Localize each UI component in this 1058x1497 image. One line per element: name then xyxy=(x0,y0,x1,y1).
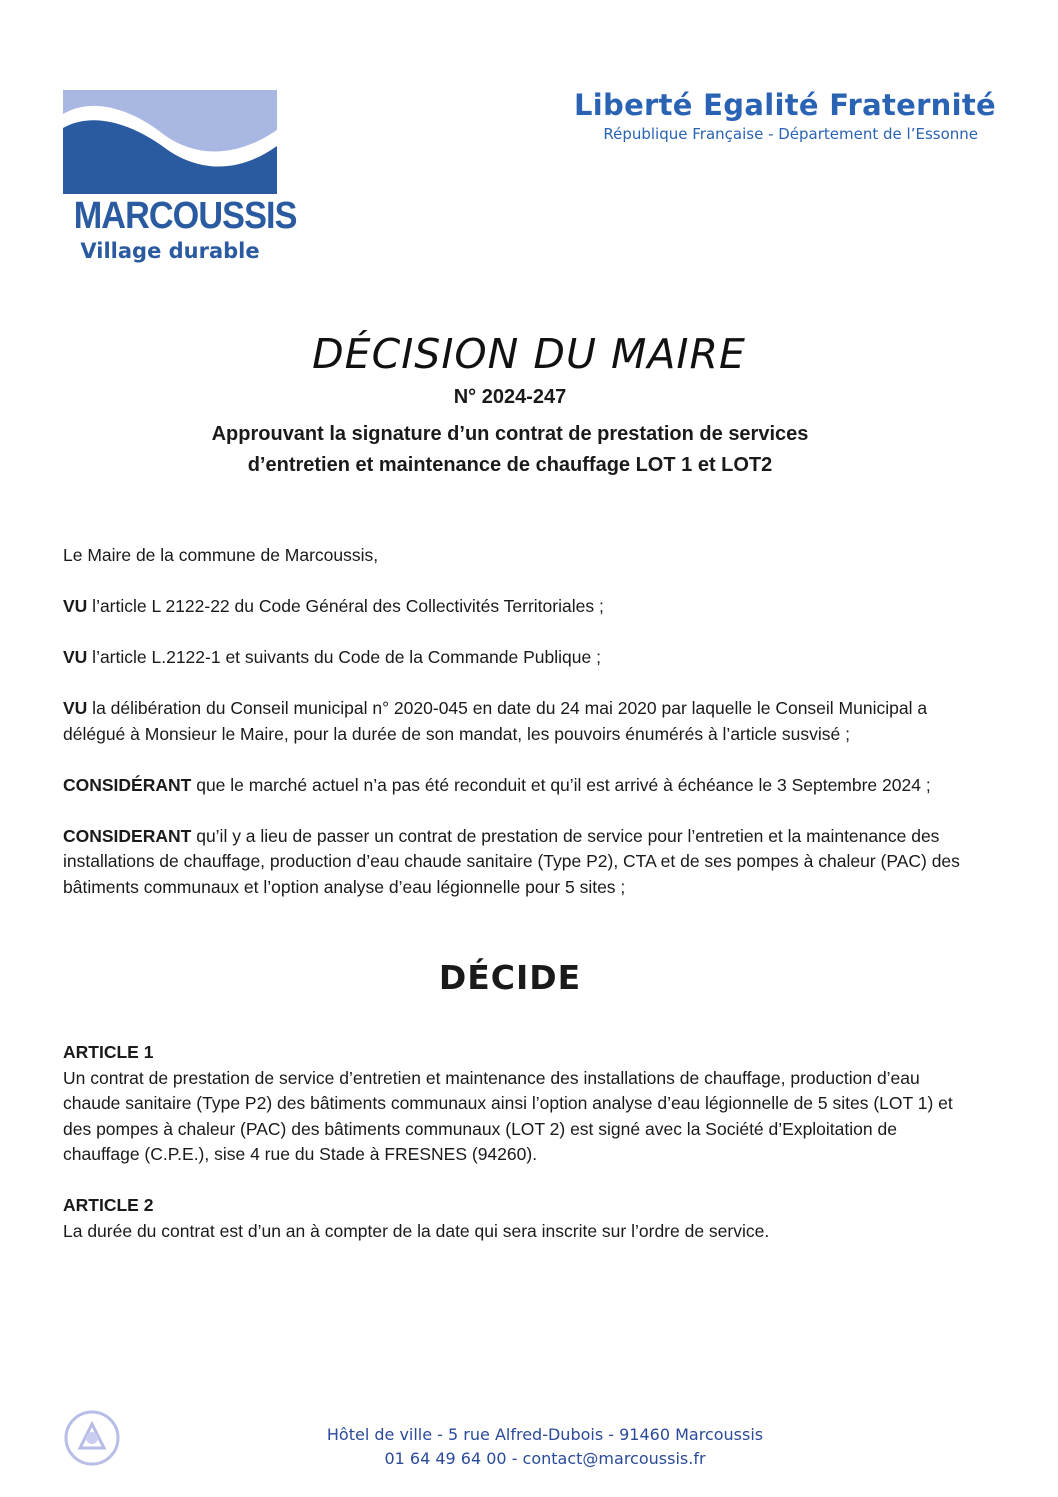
article-2-heading: ARTICLE 2 xyxy=(63,1195,154,1215)
clause-vu-ccp xyxy=(63,645,963,671)
republic-department: République Française - Département de l’Essonne xyxy=(603,125,978,143)
recycled-paper-badge-icon xyxy=(62,1408,122,1468)
clause-text: l’article L 2122-22 du Code Général des Collectivités Territoriales ; xyxy=(87,596,604,616)
clause-lead: VU xyxy=(63,698,88,718)
articles xyxy=(63,1040,953,1270)
clause-text: la délibération du Conseil municipal n° 2020-045 en date du 24 mai 2020 par laquelle le Conseil Municipal a délégué à Monsieur le Maire, pour la durée de son mandat, les pouvoirs énumérés à l’article susvisé ; xyxy=(63,698,928,744)
clause-considerant-2 xyxy=(63,824,963,901)
clause-text: qu’il y a lieu de passer un contrat de prestation de service pour l’entretien et la maintenance des installations de chauffage, production d’eau chaude sanitaire (Type P2), CTA et de ses pompes à chaleur (PAC) des bâtiments communaux et l’option analyse d’eau légionnelle pour 5 sites ; xyxy=(63,825,960,897)
wave-emblem-icon xyxy=(63,90,277,194)
clause-lead: CONSIDERANT xyxy=(63,825,192,846)
clause-text: l’article L.2122-1 et suivants du Code de la Commande Publique ; xyxy=(87,647,601,667)
clause-vu-deliberation xyxy=(63,696,963,747)
decision-number: N° 2024-247 xyxy=(453,386,567,408)
clause-considerant-1 xyxy=(63,773,963,799)
clause-vu-cgct xyxy=(63,594,963,620)
republic-motto: Liberté Egalité Fraternité xyxy=(574,88,996,122)
clause-lead: VU xyxy=(63,647,88,667)
decide-heading: DÉCIDE xyxy=(438,958,582,997)
logo-tagline: Village durable xyxy=(80,239,260,263)
clause-text: que le marché actuel n’a pas été reconduit et qu’il est arrivé à échéance le 3 Septembre 2024 ; xyxy=(191,774,931,795)
article-1-text: Un contrat de prestation de service d’entretien et maintenance des installations de chauffage, production d’eau chaude sanitaire (Type P2) des bâtiments communaux ainsi l’option analyse d’eau légionnelle de 5 sites (LOT 1) et des pompes à chaleur (PAC) des bâtiments communaux (LOT 2) est signé avec la Société d’Exploitation de chauffage (C.P.E.), sise 4 rue du Stade à FRESNES (94260). xyxy=(63,1067,953,1164)
subtitle-line-2: d’entretien et maintenance de chauffage LOT 1 et LOT2 xyxy=(247,454,773,476)
subtitle-line-1: Approuvant la signature d’un contrat de prestation de services xyxy=(211,423,809,445)
article-2-text: La durée du contrat est d’un an à compter de la date qui sera inscrite sur l’ordre de service. xyxy=(63,1220,770,1241)
preamble-intro: Le Maire de la commune de Marcoussis, xyxy=(63,545,379,565)
clause-lead: VU xyxy=(63,596,88,616)
logo-name: MARCOUSSIS xyxy=(73,195,297,237)
preamble xyxy=(63,543,963,926)
footer-address: Hôtel de ville - 5 rue Alfred-Dubois - 91460 Marcoussis xyxy=(326,1425,764,1444)
article-1-heading: ARTICLE 1 xyxy=(63,1042,154,1062)
republic-header xyxy=(574,86,996,144)
footer xyxy=(260,1423,830,1471)
footer-contact: 01 64 49 64 00 - contact@marcoussis.fr xyxy=(384,1449,706,1468)
decision-subtitle xyxy=(0,419,1020,481)
clause-lead: CONSIDÉRANT xyxy=(63,774,192,795)
page-title: DÉCISION DU MAIRE xyxy=(312,330,746,378)
marcoussis-logo xyxy=(63,90,297,264)
